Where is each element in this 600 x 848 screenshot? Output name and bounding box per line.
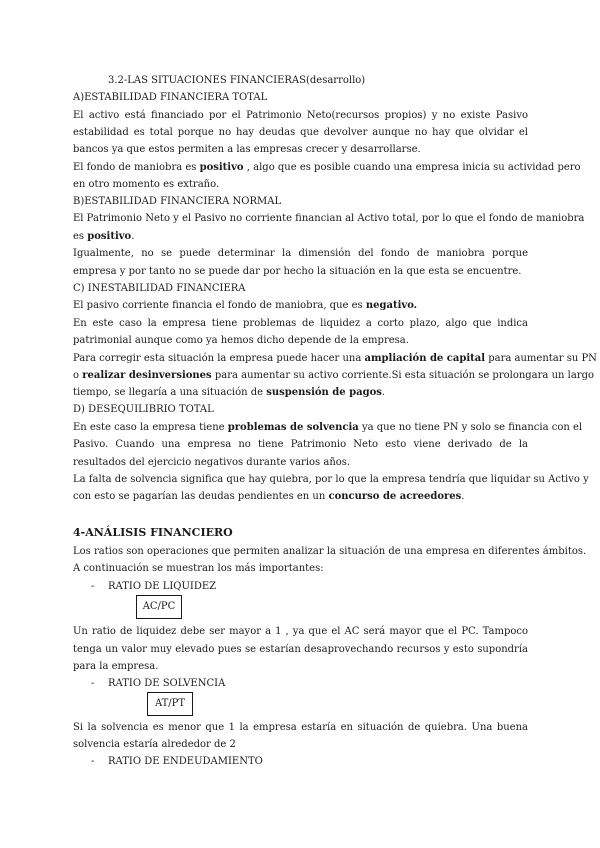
bold-term: suspensión de pagos [266, 387, 382, 398]
heading-estabilidad-normal: B)ESTABILIDAD FINANCIERA NORMAL [73, 196, 282, 207]
paragraph-line: La falta de solvencia significa que hay quiebra, por lo que la empresa tendría que liquidar su Activo y [73, 474, 589, 485]
bold-term: negativo. [365, 300, 418, 311]
paragraph-line: estabilidad es total porque no hay deudas que devolver aunque no hay que olvidar el [73, 127, 528, 138]
ratio-endeudamiento-label: RATIO DE ENDEUDAMIENTO [108, 756, 263, 767]
bold-term: concurso de acreedores [328, 491, 462, 502]
heading-analisis-financiero: 4-ANÁLISIS FINANCIERO [73, 526, 233, 539]
formula-box-liquidez: AC/PC [136, 595, 182, 619]
paragraph-line: El pasivo corriente financia el fondo de maniobra, que es negativo. [73, 300, 418, 311]
paragraph-line: Si la solvencia es menor que 1 la empresa estaría en situación de quiebra. Una buena [73, 722, 528, 733]
paragraph-line: en otro momento es extraño. [73, 179, 220, 190]
paragraph-line: para la empresa. [73, 661, 159, 672]
bold-term: positivo [199, 162, 244, 173]
paragraph-line: bancos ya que estos permiten a las empresas crecer y desarrollarse. [73, 144, 421, 155]
ratio-liquidez-label: RATIO DE LIQUIDEZ [108, 581, 217, 592]
paragraph-line: Los ratios son operaciones que permiten analizar la situación de una empresa en diferentes ámbitos. [73, 546, 587, 557]
paragraph-line: A continuación se muestran los más importantes: [73, 563, 324, 574]
paragraph-line: con esto se pagarían las deudas pendientes en un concurso de acreedores. [73, 491, 465, 502]
paragraph-line: El activo está financiado por el Patrimonio Neto(recursos propios) y no existe Pasivo [73, 110, 528, 121]
paragraph-line: En este caso la empresa tiene problemas de liquidez a corto plazo, algo que indica [73, 318, 528, 329]
paragraph-line: patrimonial aunque como ya hemos dicho depende de la empresa. [73, 335, 409, 346]
paragraph-line: El fondo de maniobra es positivo , algo que es posible cuando una empresa inicia su actividad pero [73, 162, 581, 173]
heading-inestabilidad: C) INESTABILIDAD FINANCIERA [73, 283, 246, 294]
paragraph-line: Un ratio de liquidez debe ser mayor a 1 , ya que el AC será mayor que el PC. Tampoco [73, 626, 528, 637]
paragraph-line: empresa y por tanto no se puede dar por hecho la situación en la que esta se encuentre. [73, 266, 522, 277]
section-title: 3.2-LAS SITUACIONES FINANCIERAS(desarrollo) [108, 75, 366, 86]
bullet-dash: - [91, 678, 95, 689]
paragraph-line: solvencia estaría alrededor de 2 [73, 739, 236, 750]
paragraph-line: Igualmente, no se puede determinar la dimensión del fondo de maniobra porque [73, 248, 528, 259]
bold-term: ampliación de capital [364, 353, 486, 364]
paragraph-line: Para corregir esta situación la empresa puede hacer una ampliación de capital para aumentar su PN [73, 353, 597, 364]
paragraph-line: tenga un valor muy elevado pues se estarían desaprovechando recursos y esto supondría [73, 644, 528, 655]
bullet-dash: - [91, 581, 95, 592]
ratio-solvencia-label: RATIO DE SOLVENCIA [108, 678, 226, 689]
bold-term: problemas de solvencia [227, 422, 359, 433]
formula-box-solvencia: AT/PT [147, 692, 193, 716]
paragraph-line: es positivo. [73, 231, 135, 242]
paragraph-line: En este caso la empresa tiene problemas de solvencia ya que no tiene PN y solo se financia con el [73, 422, 583, 433]
bullet-dash: - [91, 756, 95, 767]
paragraph-line: Pasivo. Cuando una empresa no tiene Patrimonio Neto esto viene derivado de la [73, 439, 528, 450]
paragraph-line: tiempo, se llegaría a una situación de suspensión de pagos. [73, 387, 386, 398]
paragraph-line: El Patrimonio Neto y el Pasivo no corriente financian al Activo total, por lo que el fondo de maniobra [73, 213, 585, 224]
bold-term: positivo [87, 231, 132, 242]
heading-desequilibrio: D) DESEQUILIBRIO TOTAL [73, 404, 214, 415]
paragraph-line: resultados del ejercicio negativos durante varios años. [73, 457, 351, 468]
bold-term: realizar desinversiones [82, 370, 212, 381]
paragraph-line: o realizar desinversiones para aumentar su activo corriente.Si esta situación se prolongara un largo [73, 370, 594, 381]
heading-estabilidad-total: A)ESTABILIDAD FINANCIERA TOTAL [73, 92, 268, 103]
